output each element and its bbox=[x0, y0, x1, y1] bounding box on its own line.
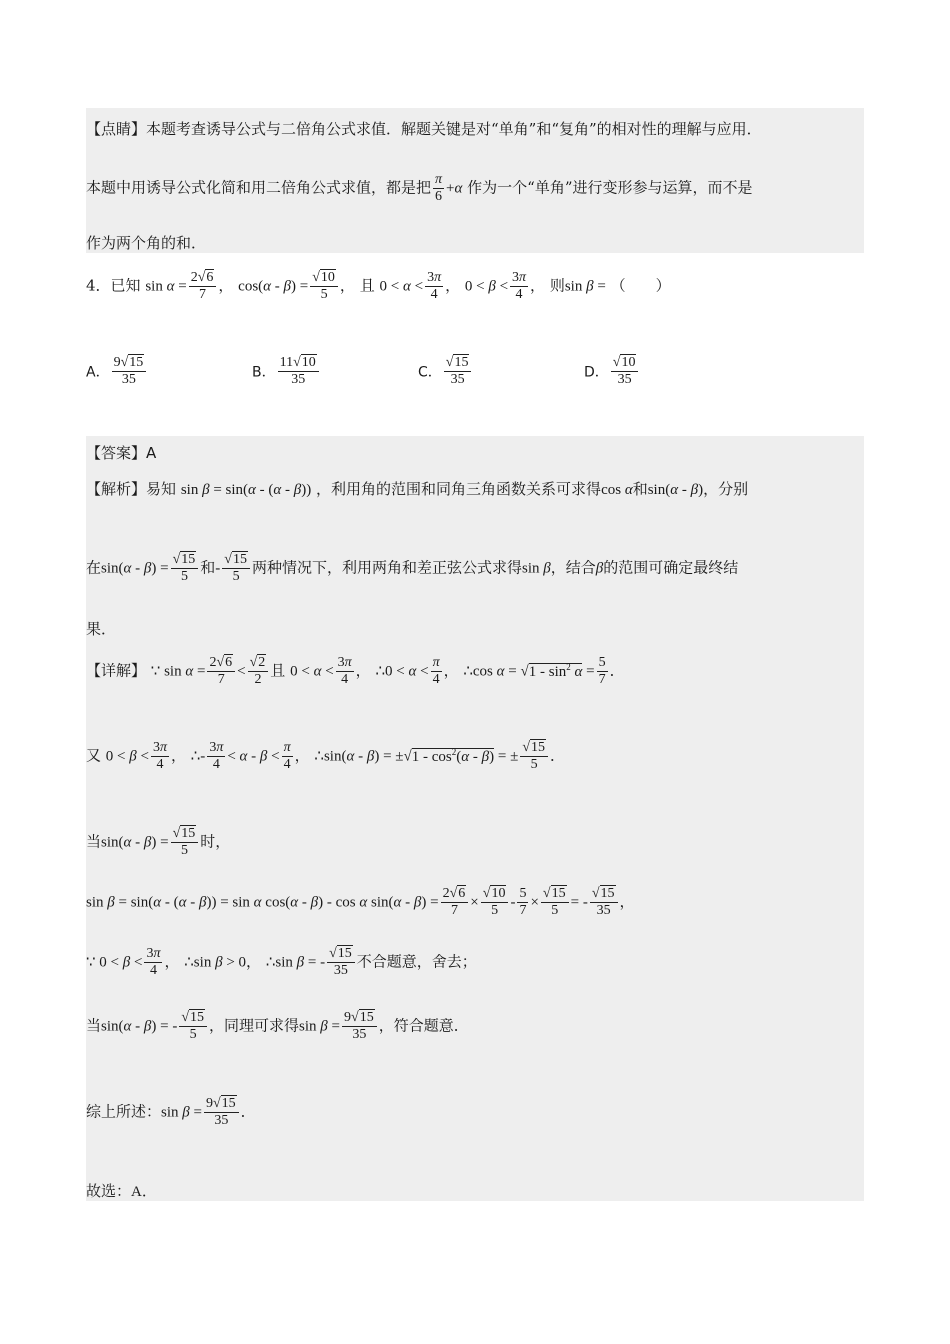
final-answer: A bbox=[131, 1184, 142, 1200]
question-stem: 4．已知 sin α = $\frac{2√6}{7}$ ， cos(α - β) = $\frac{√10}{5}$ ， 且 0 < α < $\frac{3\pi}{4}$ ， 0 < β < $\frac{3\pi}{4}$ ， 则sin β = （ ） bbox=[86, 270, 671, 302]
dianjing-line-3: 作为两个角的和． bbox=[86, 234, 207, 252]
dianjing-line-1: 【点睛】本题考查诱导公式与二倍角公式求值．解题关键是对“单角”和“复角”的相对性的理解与应用． bbox=[86, 120, 762, 138]
answer-value: A bbox=[146, 444, 157, 462]
detail-line-3: 当sin(α - β) = $\frac{√15}{5}$ 时， bbox=[86, 826, 231, 858]
detail-summary: 综上所述：sin β = $\frac{9√15}{35}$ ． bbox=[86, 1096, 256, 1128]
detail-choose: 故选：A． bbox=[86, 1182, 157, 1200]
detail-line-4: sin β = sin(α - (α - β)) = sin α cos(α - β) - cos α sin(α - β) = $\frac{2√6}{7}$ × $\frac{√10}{5}$ - $\frac{5}{7}$ × $\frac{√15}{5}$ = - $\frac{√15}{35}$ ， bbox=[86, 886, 635, 918]
detail-line-2: 又 0 < β < $\frac{3\pi}{4}$ ， ∴- $\frac{3\pi}{4}$ < α - β < $\frac{\pi}{4}$ ， ∴sin(α - $\beta) = \pm√1 - \cos^2(\alpha - \beta)$ = ± $\frac{√15}{5}$ ． bbox=[86, 740, 566, 772]
detail-line-5: ∵ 0 < β < $\frac{3\pi}{4}$ ， ∴sin β > 0， ∴sin β = - $\frac{√15}{35}$ 不合题意，舍去； bbox=[86, 946, 477, 978]
detail-line-1: 【详解】 ∵ sin α = $\frac{2√6}{7}$ < $\frac{√2}{2}$ 且 0 < α < $\frac{3\pi}{4}$ ， ∴0 < α < $\frac{\pi}{4}$ ， ∴cos $\alpha = √1 - \sin^2 \alpha$ = $\frac{5}{7}$ ． bbox=[86, 655, 625, 687]
analysis-line-2: 在sin(α - β) = $\frac{√15}{5}$ 和- $\frac{√15}{5}$ 两种情况下，利用两角和差正弦公式求得sin β，结合β的范围可确定最终结 bbox=[86, 552, 739, 584]
answer-line: 【答案】A bbox=[86, 444, 157, 462]
dianjing-line-2: 本题中用诱导公式化简和用二倍角公式求值，都是把 $\frac{\pi}{6}$ +α 作为一个“单角”进行变形参与运算，而不是 bbox=[86, 172, 753, 204]
analysis-line-3: 果． bbox=[86, 620, 117, 638]
option-b[interactable]: B． $\frac{11√10}{35}$ bbox=[252, 355, 321, 388]
option-a[interactable]: A． $\frac{9√15}{35}$ bbox=[86, 355, 148, 388]
solution-box bbox=[86, 436, 864, 1201]
detail-line-6: 当sin(α - β) = - $\frac{√15}{5}$ ，同理可求得sin β = $\frac{9√15}{35}$ ，符合题意． bbox=[86, 1010, 469, 1042]
option-c[interactable]: C． $\frac{√15}{35}$ bbox=[418, 355, 473, 388]
analysis-line-1: 【解析】易知 sin β = sin(α - (α - β)) ，利用角的范围和同角三角函数关系可求得cos α和sin(α - β)，分别 bbox=[86, 480, 749, 498]
option-d[interactable]: D． $\frac{√10}{35}$ bbox=[584, 355, 640, 388]
